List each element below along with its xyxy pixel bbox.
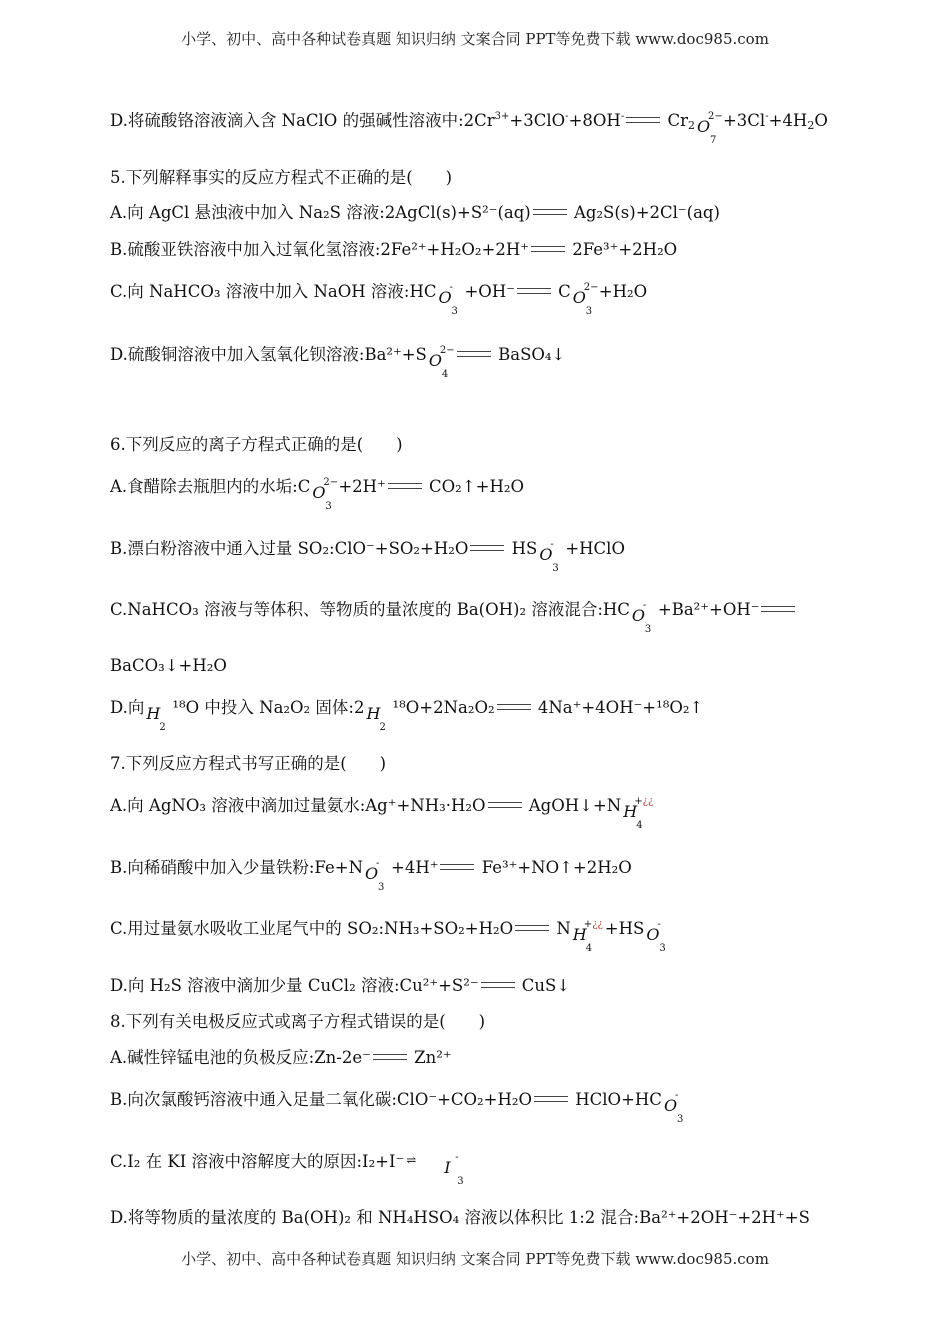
equals-sign-icon (488, 802, 522, 808)
q8-option-b: B.向次氯酸钙溶液中通入足量二氧化碳:ClO⁻+CO₂+H₂O HClO+HC O - 3 (110, 1085, 690, 1110)
q7-option-b: B.向稀硝酸中加入少量铁粉:Fe+N O - 3 +4H⁺ Fe³⁺+NO↑+2H₂O (110, 853, 632, 878)
q5-option-b: B.硫酸亚铁溶液中加入过氧化氢溶液:2Fe²⁺+H₂O₂+2H⁺ 2Fe³⁺+2H₂O (110, 240, 678, 259)
equals-sign-icon (534, 1096, 568, 1102)
ion-notation: I - 3 (444, 1152, 464, 1187)
q8-option-d: D.将等物质的量浓度的 Ba(OH)₂ 和 NH₄HSO₄ 溶液以体积比 1:2 混合:Ba²⁺+2OH⁻+2H⁺+S (110, 1208, 810, 1227)
equals-sign-icon (626, 117, 660, 123)
ion-notation: O - 3 (631, 600, 652, 635)
ion-notation: H +¿¿ 4 (572, 919, 603, 954)
ion-notation: H 2 (366, 704, 386, 733)
equals-sign-icon (531, 246, 565, 252)
ion-notation: H 2 (146, 704, 166, 733)
q7-option-d: D.向 H₂S 溶液中滴加少量 CuCl₂ 溶液:Cu²⁺+S²⁻ CuS↓ (110, 976, 571, 995)
ion-notation: O - 3 (438, 282, 458, 317)
q7-option-c: C.用过量氨水吸收工业尾气中的 SO₂:NH₃+SO₂+H₂O N H +¿¿ 4 +HS O - 3 (110, 914, 672, 939)
page-header: 小学、初中、高中各种试卷真题 知识归纳 文案合同 PPT等免费下载 www.doc985.com (181, 30, 769, 48)
q8-option-a: A.碱性锌锰电池的负极反应:Zn-2e⁻ Zn²⁺ (110, 1048, 452, 1067)
ion-notation: O 2− 3 (572, 282, 599, 317)
q5-option-d: D.硫酸铜溶液中加入氢氧化钡溶液:Ba²⁺+S O 2− 4 BaSO₄↓ (110, 340, 565, 365)
ion-notation: O 2− 4 (428, 345, 455, 380)
ion-notation: O 2− 7 (696, 111, 723, 146)
page-footer: 小学、初中、高中各种试卷真题 知识归纳 文案合同 PPT等免费下载 www.doc985.com (181, 1250, 769, 1268)
equals-sign-icon (533, 209, 567, 215)
q8-option-c: C.I₂ 在 KI 溶液中溶解度大的原因:I₂+I⁻ ⇌ I - 3 (110, 1147, 470, 1172)
equals-sign-icon (517, 288, 551, 294)
reversible-arrow-icon: ⇌ (406, 1153, 417, 1167)
q5-stem: 5.下列解释事实的反应方程式不正确的是( ) (110, 168, 453, 187)
ion-notation: O - 3 (365, 858, 385, 893)
ion-notation: O 2− 3 (312, 477, 339, 512)
q7-option-a: A.向 AgNO₃ 溶液中滴加过量氨水:Ag⁺+NH₃·H₂O AgOH↓+N H +¿¿ 4 (110, 791, 655, 816)
q6-option-c-continued: BaCO₃↓+H₂O (110, 656, 227, 675)
equals-sign-icon (440, 864, 474, 870)
equals-sign-icon (457, 351, 491, 357)
equals-sign-icon (470, 545, 504, 551)
equals-sign-icon (497, 704, 531, 710)
ion-notation: O - 3 (539, 539, 559, 574)
ion-notation: O - 3 (646, 919, 666, 954)
equals-sign-icon (515, 925, 549, 931)
q6-stem: 6.下列反应的离子方程式正确的是( ) (110, 435, 403, 454)
q6-option-c: C.NaHCO₃ 溶液与等体积、等物质的量浓度的 Ba(OH)₂ 溶液混合:HC O - 3 +Ba²⁺+OH⁻ (110, 595, 797, 620)
q4-option-d: D.将硫酸铬溶液滴入含 NaClO 的强碱性溶液中$:2Cr^{3+}+3ClO^-+8OH^-$ $Cr_2$ O 2− 7 $+3Cl^-+4H_2O$ (110, 106, 828, 136)
q6-option-d: D.向 H 2 ¹⁸O 中投入 Na₂O₂ 固体:2 H 2 ¹⁸O+2Na₂O₂ 4Na⁺+4OH⁻+¹⁸O₂↑ (110, 693, 703, 718)
equals-sign-icon (373, 1054, 407, 1060)
q6-option-b: B.漂白粉溶液中通入过量 SO₂:ClO⁻+SO₂+H₂O HS O - 3 +HClO (110, 534, 625, 559)
equals-sign-icon (761, 606, 795, 612)
equals-sign-icon (481, 982, 515, 988)
q5-option-c: C.向 NaHCO₃ 溶液中加入 NaOH 溶液:HC O - 3 +OH⁻ C O 2− 3 +H₂O (110, 277, 647, 302)
ion-notation: O - 3 (663, 1090, 684, 1125)
q7-stem: 7.下列反应方程式书写正确的是( ) (110, 754, 387, 773)
q6-option-a: A.食醋除去瓶胆内的水垢:C O 2− 3 +2H⁺ CO₂↑+H₂O (110, 472, 524, 497)
q5-option-a: A.向 AgCl 悬浊液中加入 Na₂S 溶液:2AgCl(s)+S²⁻(aq) Ag₂S(s)+2Cl⁻(aq) (110, 203, 720, 222)
ion-notation: H +¿¿ 4 (623, 796, 654, 831)
q8-stem: 8.下列有关电极反应式或离子方程式错误的是( ) (110, 1012, 486, 1031)
equals-sign-icon (388, 483, 422, 489)
